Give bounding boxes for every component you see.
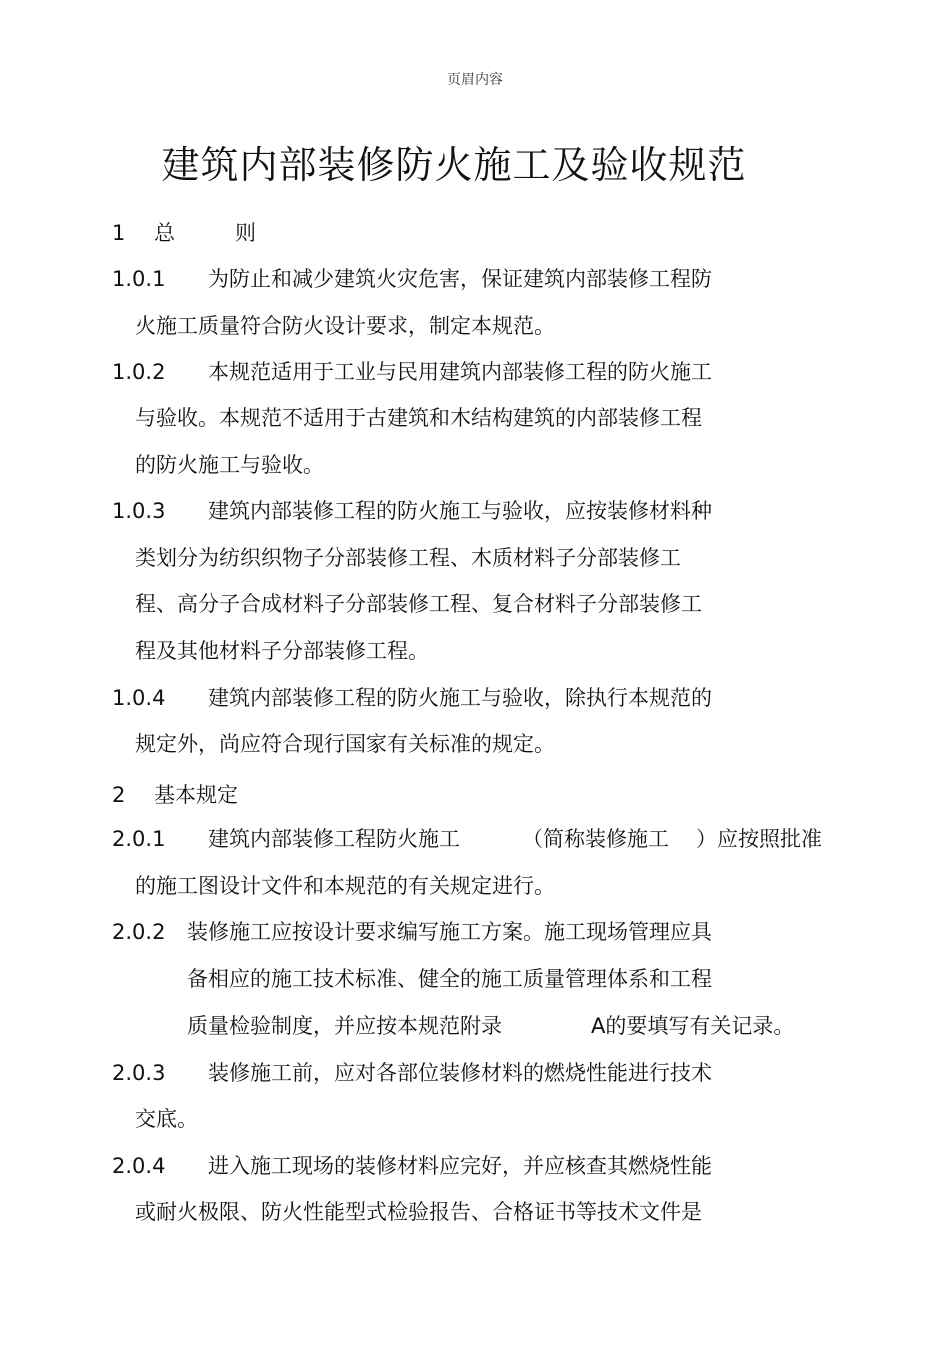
clause-number: 1.0.1 (112, 267, 166, 291)
clause-text: 交底。 (135, 1107, 198, 1131)
clause-text: ）应按照批准 (696, 827, 822, 851)
clause-text: A的要填写有关记录。 (591, 1014, 795, 1038)
clause-number: 2.0.2 (112, 920, 166, 944)
clause-text: 装修施工前，应对各部位装修材料的燃烧性能进行技术 (208, 1061, 712, 1085)
clause-number: 2.0.3 (112, 1061, 166, 1085)
clause-text: 进入施工现场的装修材料应完好，并应核查其燃烧性能 (208, 1154, 712, 1178)
clause-number: 1.0.3 (112, 499, 166, 523)
clause-text: 程、高分子合成材料子分部装修工程、复合材料子分部装修工 (135, 592, 702, 616)
section-title: 基本规定 (154, 783, 238, 807)
clause-number: 2.0.4 (112, 1154, 166, 1178)
clause-number: 1.0.4 (112, 686, 166, 710)
clause-text: 或耐火极限、防火性能型式检验报告、合格证书等技术文件是 (135, 1200, 702, 1224)
clause-text: 类划分为纺织织物子分部装修工程、木质材料子分部装修工 (135, 546, 681, 570)
document-title: 建筑内部装修防火施工及验收规范 (161, 143, 747, 187)
page-header: 页眉内容 (447, 72, 503, 88)
section-number: 2 (112, 783, 126, 807)
clause-text: 的施工图设计文件和本规范的有关规定进行。 (135, 874, 555, 898)
clause-text: 建筑内部装修工程的防火施工与验收，应按装修材料种 (208, 499, 712, 523)
clause-text: 的防火施工与验收。 (135, 453, 324, 477)
clause-text: 规定外，尚应符合现行国家有关标准的规定。 (135, 732, 555, 756)
clause-text: 与验收。本规范不适用于古建筑和木结构建筑的内部装修工程 (135, 406, 702, 430)
clause-text: 质量检验制度，并应按本规范附录 (187, 1014, 502, 1038)
clause-text: 装修施工应按设计要求编写施工方案。施工现场管理应具 (187, 920, 712, 944)
clause-number: 1.0.2 (112, 360, 166, 384)
clause-text: （简称装修施工 (522, 827, 669, 851)
section-number: 1 (112, 221, 126, 245)
clause-text: 建筑内部装修工程的防火施工与验收，除执行本规范的 (208, 686, 712, 710)
section-title-part: 总 (154, 221, 175, 245)
clause-text: 程及其他材料子分部装修工程。 (135, 639, 429, 663)
clause-number: 2.0.1 (112, 827, 166, 851)
clause-text: 为防止和减少建筑火灾危害，保证建筑内部装修工程防 (208, 267, 712, 291)
clause-text: 火施工质量符合防火设计要求，制定本规范。 (135, 314, 555, 338)
section-title-part: 则 (235, 221, 256, 245)
clause-text: 备相应的施工技术标准、健全的施工质量管理体系和工程 (187, 967, 712, 991)
clause-text: 本规范适用于工业与民用建筑内部装修工程的防火施工 (208, 360, 712, 384)
clause-text: 建筑内部装修工程防火施工 (208, 827, 460, 851)
